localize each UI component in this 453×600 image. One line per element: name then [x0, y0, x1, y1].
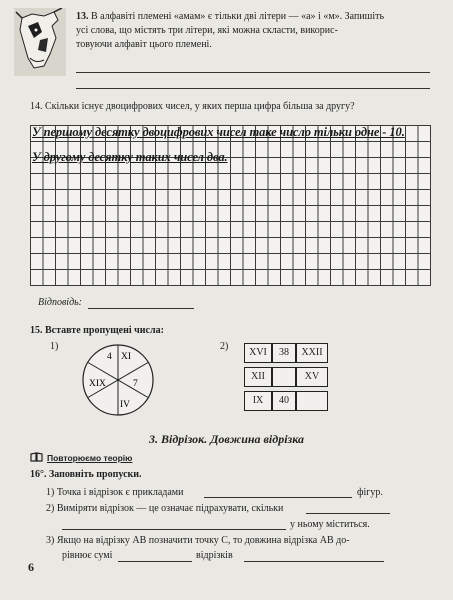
theory-label: Повторюємо теорію [47, 452, 133, 463]
item3-text: 3) Якщо на відрізку AB позначити точку C, то довжина відрізка AB до- [46, 535, 350, 546]
item3-blank[interactable] [118, 561, 192, 562]
item2-blank[interactable] [306, 513, 390, 514]
wheel-sector: 4 [107, 352, 112, 362]
open-book-icon [30, 449, 43, 467]
task13-text [76, 10, 436, 52]
answer-field[interactable] [88, 308, 194, 309]
table-cell: IX [244, 391, 272, 411]
handwritten-answer-line2: У другому десятку таких чисел два. [32, 150, 228, 164]
table-cell: 38 [272, 343, 296, 363]
table-cell-blank[interactable] [296, 391, 328, 411]
task14-question: 14. Скільки існує двоцифрових чисел, у яких перша цифра більша за другу? [30, 101, 355, 112]
answer-line[interactable] [76, 88, 430, 89]
cow-illustration [14, 8, 66, 76]
item2-suffix: у ньому міститься. [290, 519, 370, 530]
table-cell: XXII [296, 343, 328, 363]
task13-number: 13. [76, 11, 89, 22]
handwritten-answer-line1: У першому десятку двоцифрових чисел таке число тільки одне - 10. [32, 125, 405, 139]
table-cell: XVI [244, 343, 272, 363]
task16-title: 16°. Заповніть пропуски. [30, 469, 142, 480]
answer-label: Відповідь: [38, 297, 83, 308]
task13-line1: В алфавіті племені «амам» є тільки дві літери — «а» і «м». Запишіть [91, 11, 385, 22]
table-cell: XII [244, 367, 272, 387]
item1-blank[interactable] [204, 497, 352, 498]
answer-line[interactable] [76, 72, 430, 73]
item2-text: 2) Виміряти відрізок — це означає підрахувати, скільки [46, 503, 284, 514]
number-wheel [80, 342, 156, 418]
wheel-sector: XIX [89, 379, 106, 389]
wheel-sector: XI [121, 352, 132, 362]
part2-label: 2) [220, 341, 229, 352]
wheel-sector: 7 [133, 379, 138, 389]
table-cell: 40 [272, 391, 296, 411]
item3-blank[interactable] [244, 561, 384, 562]
item1-suffix: фігур. [357, 487, 383, 498]
section-title: 3. Відрізок. Довжина відрізка [149, 432, 304, 446]
item3-text2: рівнює сумі [62, 550, 113, 561]
wheel-sector: IV [120, 400, 131, 410]
part1-label: 1) [50, 341, 59, 352]
task15-question: 15. Вставте пропущені числа: [30, 325, 164, 336]
item1-text: 1) Точка і відрізок є прикладами [46, 487, 184, 498]
table-cell: XV [296, 367, 328, 387]
item2-blank[interactable] [62, 529, 286, 530]
table-cell-blank[interactable] [272, 367, 296, 387]
theory-heading [30, 449, 132, 467]
task13-line3: товуючи алфавіт цього племені. [76, 39, 212, 50]
page-number: 6 [28, 560, 34, 574]
task13-line2: усі слова, що містять три літери, які можна скласти, викорис- [76, 25, 338, 36]
item3-text3: відрізків [196, 550, 233, 561]
